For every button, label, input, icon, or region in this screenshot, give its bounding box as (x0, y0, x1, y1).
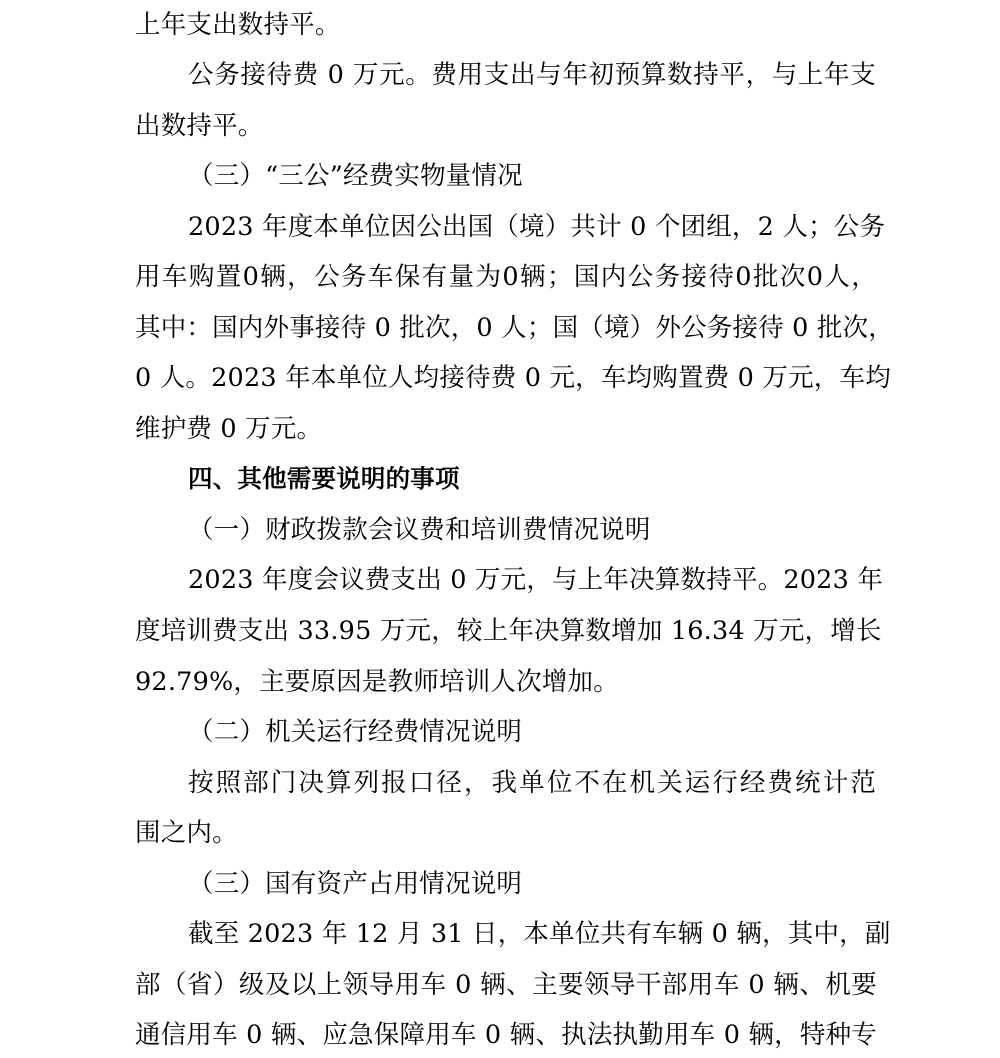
text-line: 其中：国内外事接待 0 批次，0 人；国（境）外公务接待 0 批次， (135, 313, 895, 343)
section-heading-other-matters: 四、其他需要说明的事项 (188, 464, 460, 493)
text-line: 用车购置0辆，公务车保有量为0辆；国内公务接待0批次0人， (135, 262, 877, 292)
text-line: 出数持平。 (135, 111, 264, 141)
subheading-meeting-training-fees: （一）财政拨款会议费和培训费情况说明 (188, 515, 651, 545)
text-line: 92.79%，主要原因是教师培训人次增加。 (135, 667, 619, 697)
text-line-paragraph: 2023 年度本单位因公出国（境）共计 0 个团组，2 人；公务 (188, 212, 886, 242)
text-line: 部（省）级及以上领导用车 0 辆、主要领导干部用车 0 辆、机要 (135, 970, 877, 1000)
text-line: 围之内。 (135, 818, 238, 848)
subheading-state-assets: （三）国有资产占用情况说明 (188, 869, 523, 899)
subheading-three-public-physical: （三）“三公”经费实物量情况 (188, 161, 523, 191)
text-line: 度培训费支出 33.95 万元，较上年决算数增加 16.34 万元，增长 (135, 616, 882, 646)
text-line: 0 人。2023 年本单位人均接待费 0 元，车均购置费 0 万元，车均 (135, 363, 891, 393)
text-line-paragraph: 按照部门决算列报口径，我单位不在机关运行经费统计范 (188, 768, 876, 798)
text-line-paragraph: 公务接待费 0 万元。费用支出与年初预算数持平，与上年支 (188, 60, 876, 90)
text-line-paragraph: 2023 年度会议费支出 0 万元，与上年决算数持平。2023 年 (188, 565, 884, 595)
subheading-agency-operating-fees: （二）机关运行经费情况说明 (188, 717, 523, 747)
text-line-paragraph: 截至 2023 年 12 月 31 日，本单位共有车辆 0 辆，其中，副 (188, 919, 891, 949)
text-line-continuation: 上年支出数持平。 (135, 10, 341, 40)
text-line: 维护费 0 万元。 (135, 414, 323, 444)
text-line: 通信用车 0 辆、应急保障用车 0 辆、执法执勤用车 0 辆，特种专 (135, 1020, 877, 1050)
